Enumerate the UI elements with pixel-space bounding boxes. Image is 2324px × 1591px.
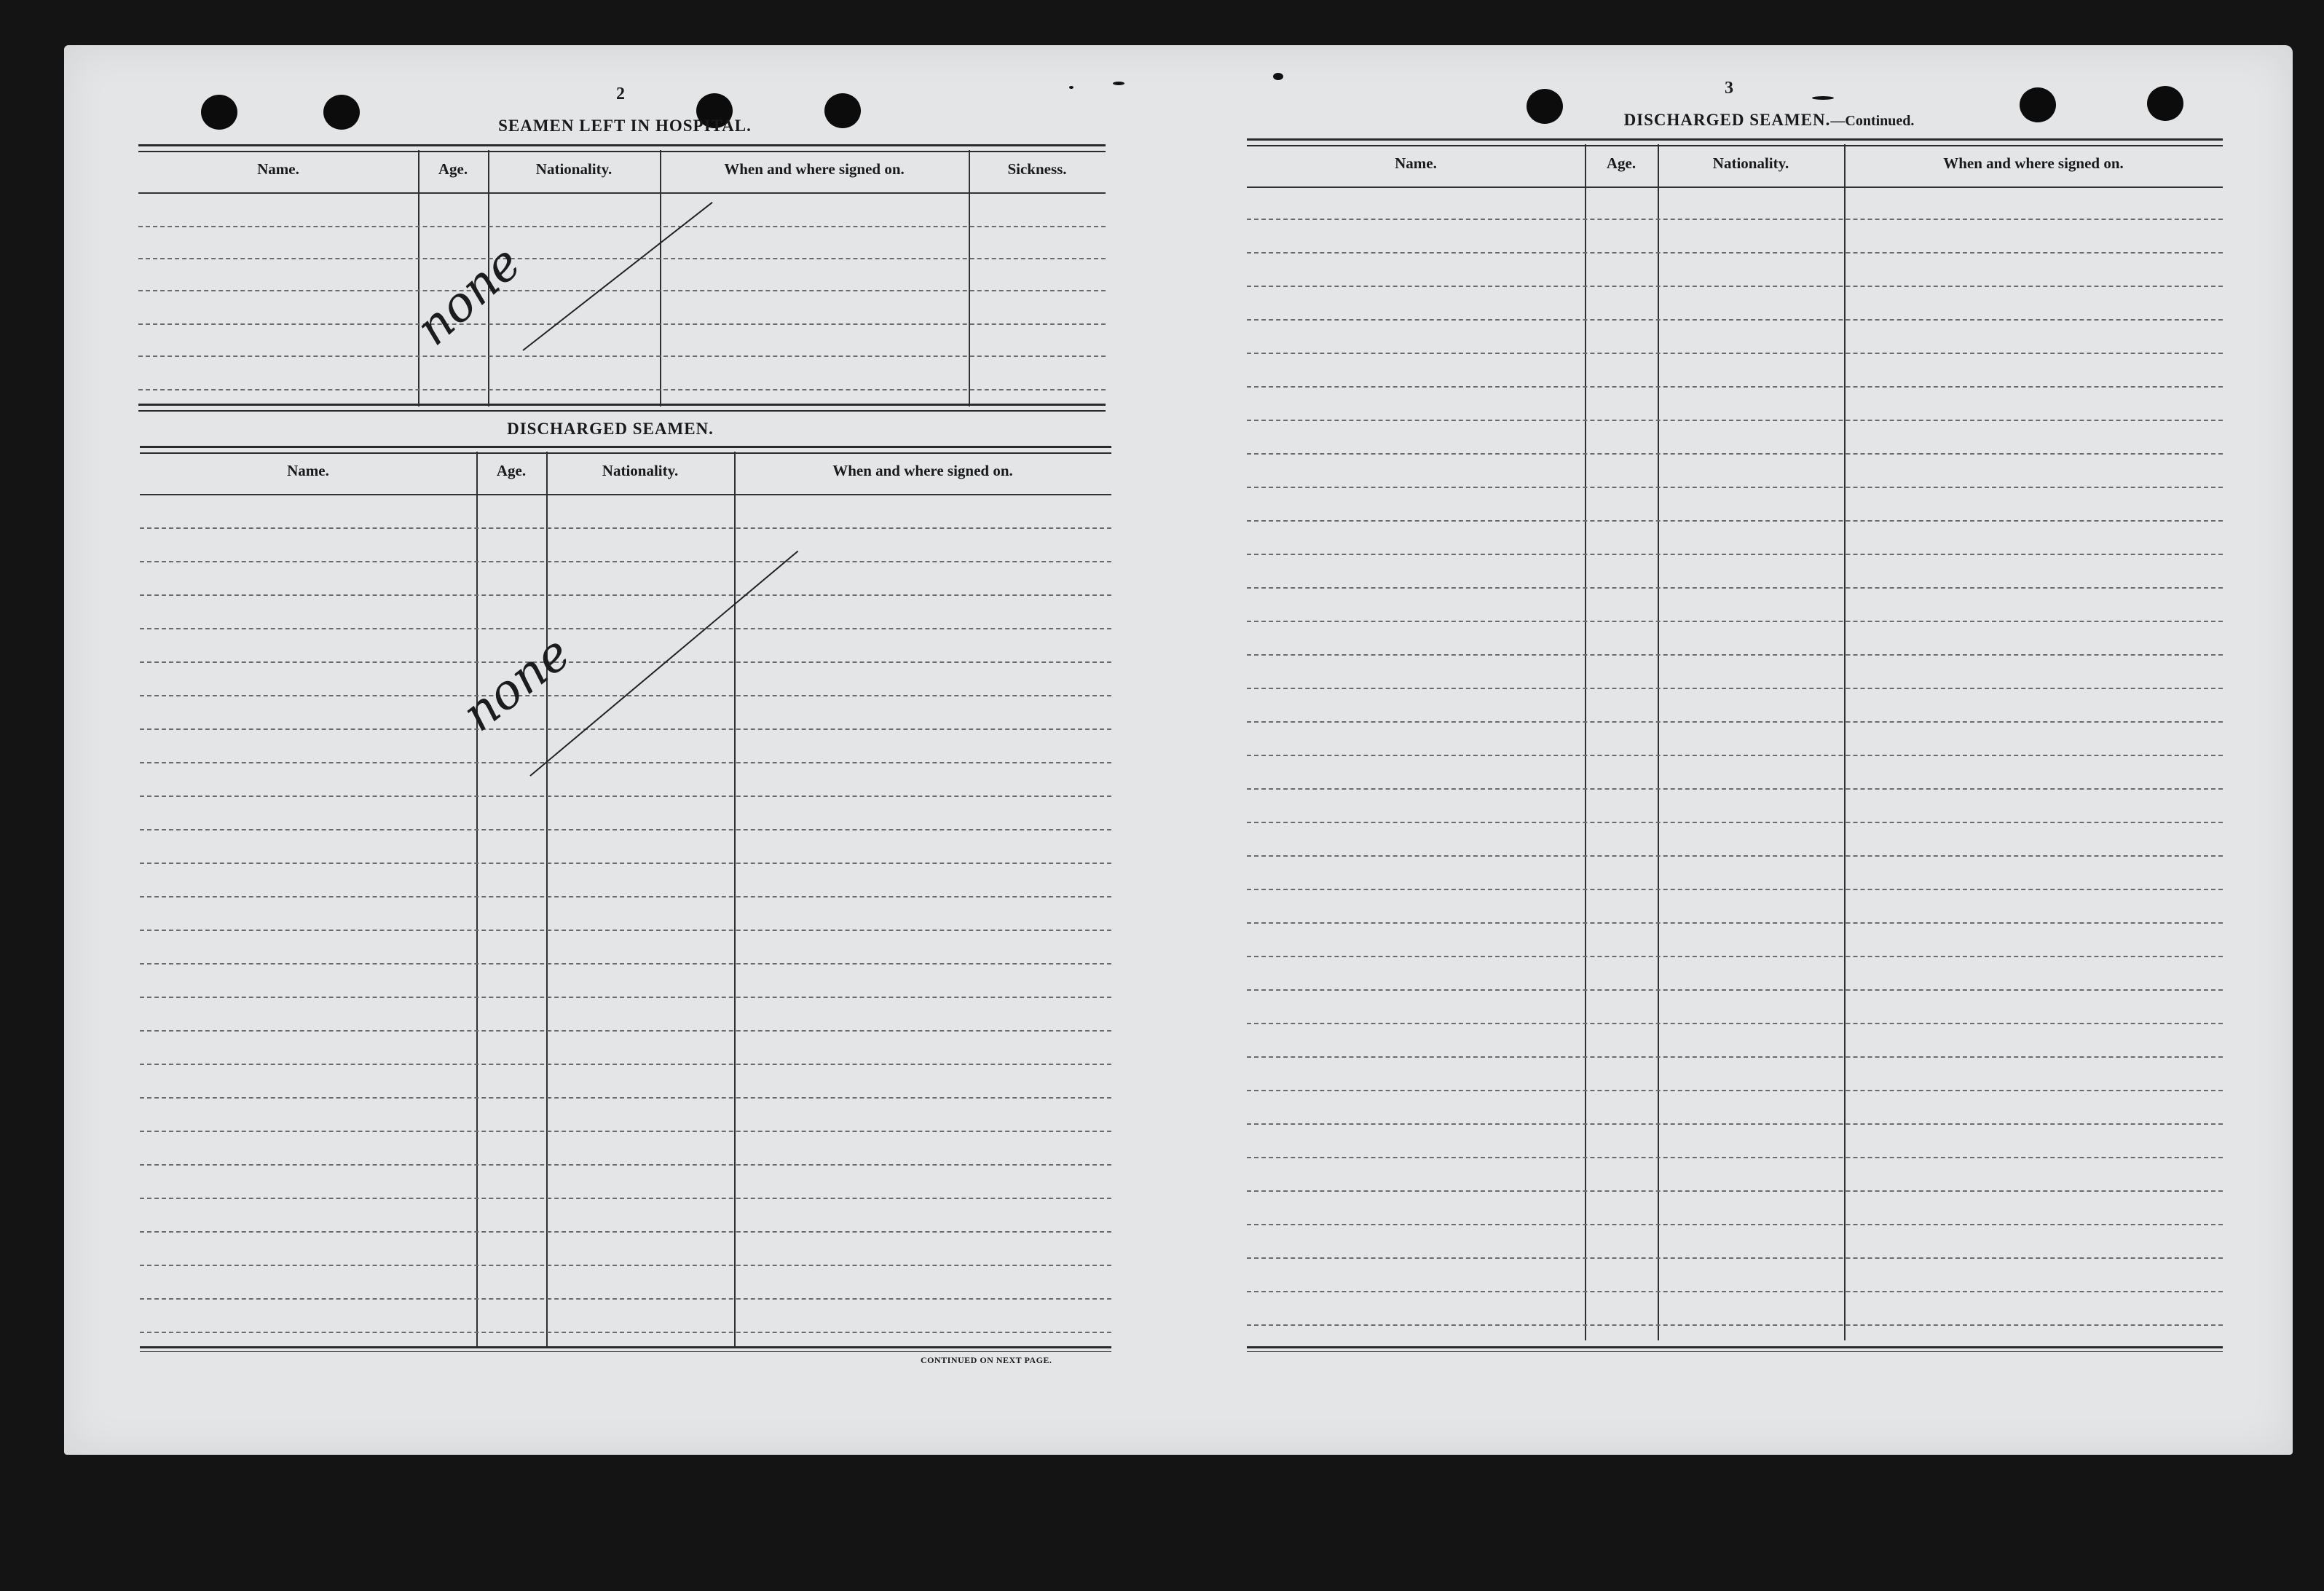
- discharged-col-signed-on: When and where signed on.: [832, 462, 1013, 479]
- hospital-section-title: SEAMEN LEFT IN HOSPITAL.: [498, 117, 752, 135]
- hospital-col-age: Age.: [438, 160, 468, 178]
- page-number-right: 3: [1725, 79, 1733, 98]
- continued-col-name: Name.: [1395, 154, 1437, 172]
- punch-hole: [2020, 87, 2056, 122]
- discharged-handwritten-none: none: [452, 624, 581, 742]
- continued-col-nationality: Nationality.: [1712, 154, 1789, 172]
- document-sheet: [64, 45, 2293, 1455]
- discharged-continued-suffix: —Continued.: [1830, 113, 1915, 129]
- discharged-col-name: Name.: [287, 462, 329, 479]
- hospital-col-name: Name.: [257, 160, 299, 178]
- punch-hole: [201, 95, 237, 130]
- ink-speck: [1069, 86, 1074, 89]
- discharged-col-nationality: Nationality.: [602, 462, 679, 479]
- punch-hole: [2147, 86, 2183, 121]
- discharged-col-age: Age.: [496, 462, 527, 479]
- hospital-col-nationality: Nationality.: [535, 160, 612, 178]
- continued-col-signed-on: When and where signed on.: [1943, 154, 2124, 172]
- ink-speck: [1113, 82, 1124, 85]
- hospital-handwritten-none: none: [405, 235, 532, 356]
- ink-speck: [1273, 73, 1283, 80]
- hospital-col-signed-on: When and where signed on.: [724, 160, 905, 178]
- page-number-left: 2: [616, 85, 625, 103]
- discharged-continued-title: [1576, 111, 1962, 130]
- punch-hole: [1527, 89, 1563, 124]
- punch-hole: [323, 95, 360, 130]
- hospital-col-sickness: Sickness.: [1007, 160, 1067, 178]
- ink-speck: [1812, 96, 1834, 100]
- discharged-table: [140, 446, 1111, 1400]
- discharged-section-title: DISCHARGED SEAMEN.: [507, 420, 714, 438]
- discharged-continued-title-main: DISCHARGED SEAMEN.: [1623, 111, 1831, 129]
- continued-col-age: Age.: [1606, 154, 1636, 172]
- continued-note: CONTINUED ON NEXT PAGE.: [921, 1355, 1052, 1365]
- punch-hole: [824, 93, 861, 128]
- discharged-continued-table: [1247, 138, 2223, 1399]
- hospital-table: [138, 144, 1106, 457]
